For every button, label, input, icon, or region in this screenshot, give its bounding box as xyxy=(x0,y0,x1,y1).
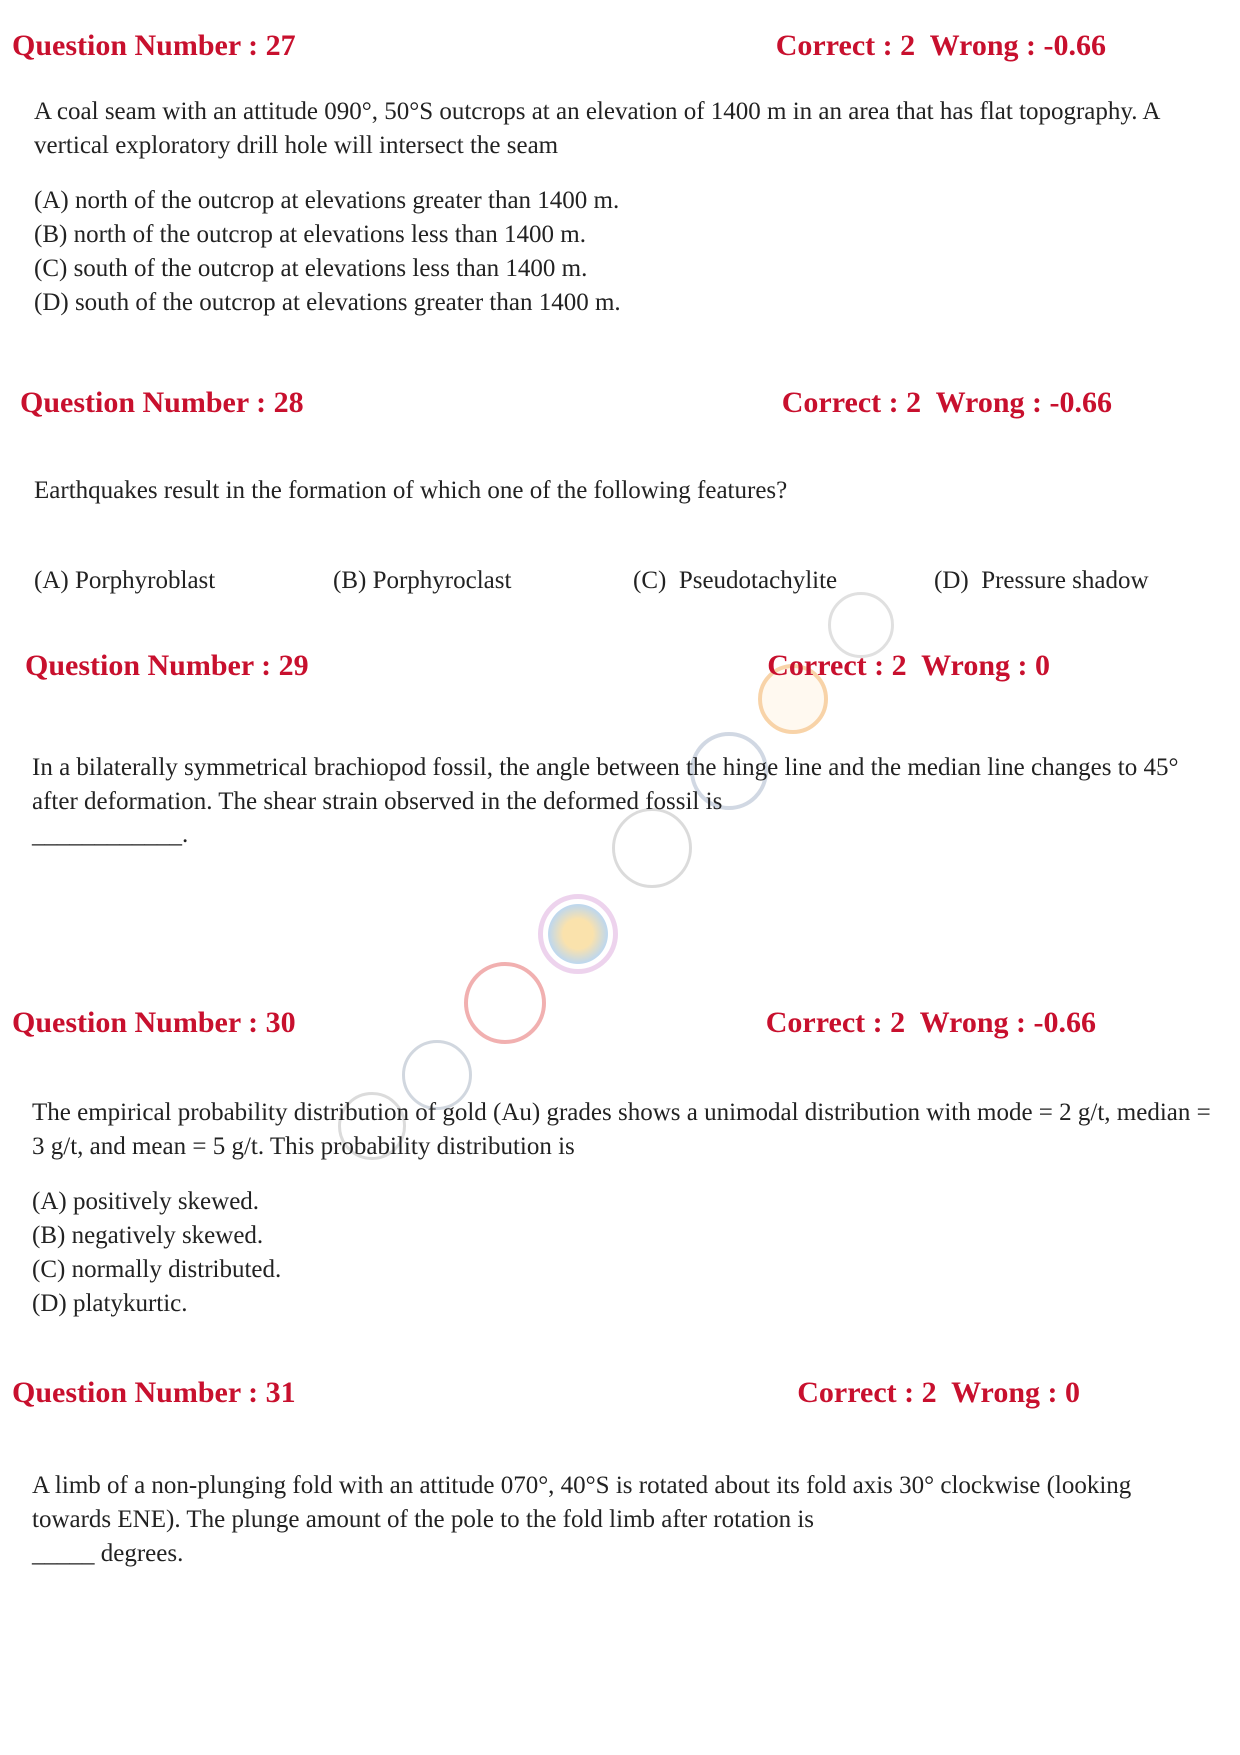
marks-label: Correct : 2 Wrong : -0.66 xyxy=(775,29,1106,62)
question-text: Earthquakes result in the formation of which one of the following features? xyxy=(34,477,788,504)
seal-6-icon xyxy=(464,962,546,1044)
option-c[interactable]: (C) south of the outcrop at elevations less than 1400 m. xyxy=(34,255,588,282)
option-a[interactable]: (A) Porphyroblast xyxy=(34,567,216,594)
option-b[interactable]: (B) negatively skewed. xyxy=(32,1222,264,1249)
question-number: Question Number : 27 xyxy=(12,29,296,62)
marks-label: Correct : 2 Wrong : 0 xyxy=(767,649,1050,682)
option-c[interactable]: (C) Pseudotachylite xyxy=(633,567,838,594)
question-text: The empirical probability distribution of gold (Au) grades shows a unimodal distribution with mode = 2 g/t, median = 3 g/t, and mean = 5 g/t. This probability distribution is xyxy=(32,1099,1211,1160)
option-d[interactable]: (D) south of the outcrop at elevations greater than 1400 m. xyxy=(34,289,621,316)
question-number: Question Number : 29 xyxy=(25,649,309,682)
option-b[interactable]: (B) Porphyroclast xyxy=(333,567,512,594)
option-c[interactable]: (C) normally distributed. xyxy=(32,1256,282,1283)
option-d[interactable]: (D) Pressure shadow xyxy=(934,567,1149,594)
marks-label: Correct : 2 Wrong : -0.66 xyxy=(765,1006,1096,1039)
seal-4-icon xyxy=(612,808,692,888)
option-a[interactable]: (A) north of the outcrop at elevations greater than 1400 m. xyxy=(34,187,620,214)
question-text: A coal seam with an attitude 090°, 50°S outcrops at an elevation of 1400 m in an area that has flat topography. A vertical exploratory drill hole will intersect the seam xyxy=(34,98,1160,159)
answer-blank[interactable]: ____________. xyxy=(32,821,189,848)
question-text: A limb of a non-plunging fold with an attitude 070°, 40°S is rotated about its fold axis 30° clockwise (looking towards ENE). The plunge amount of the pole to the fold limb after rotation is xyxy=(32,1472,1132,1533)
answer-blank[interactable]: _____ degrees. xyxy=(32,1540,184,1567)
question-number: Question Number : 30 xyxy=(12,1006,296,1039)
seal-5-icon xyxy=(538,894,618,974)
option-a[interactable]: (A) positively skewed. xyxy=(32,1188,260,1215)
question-number: Question Number : 31 xyxy=(12,1376,296,1409)
marks-label: Correct : 2 Wrong : -0.66 xyxy=(781,386,1112,419)
marks-label: Correct : 2 Wrong : 0 xyxy=(797,1376,1080,1409)
option-d[interactable]: (D) platykurtic. xyxy=(32,1290,188,1317)
question-text: In a bilaterally symmetrical brachiopod fossil, the angle between the hinge line and the median line changes to 45° after deformation. The shear strain observed in the deformed fossil is xyxy=(32,754,1179,815)
question-number: Question Number : 28 xyxy=(20,386,304,419)
option-b[interactable]: (B) north of the outcrop at elevations less than 1400 m. xyxy=(34,221,586,248)
